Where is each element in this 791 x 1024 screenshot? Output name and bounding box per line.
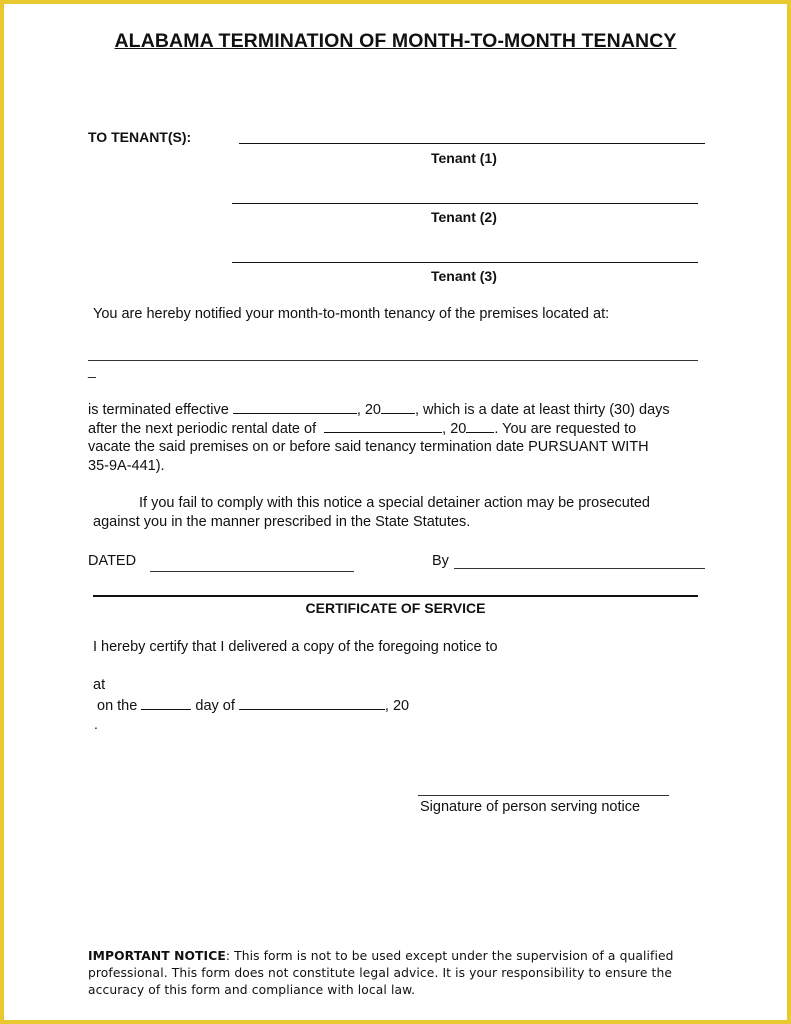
rental-year-blank[interactable] xyxy=(466,420,494,433)
effective-date-blank[interactable] xyxy=(233,401,357,414)
by-label: By xyxy=(432,553,449,569)
termination-line-3: vacate the said premises on or before said tenancy termination date PURSUANT WITH xyxy=(88,439,649,455)
service-date-row: on the day of , 20 xyxy=(97,698,410,714)
important-notice-label: IMPORTANT NOTICE xyxy=(88,949,226,963)
certify-text: I hereby certify that I delivered a copy of the foregoing notice to xyxy=(93,639,498,655)
notified-text: You are hereby notified your month-to-month tenancy of the premises located at: xyxy=(93,306,610,322)
termination-line-1: is terminated effective , 20 , which is a date at least thirty (30) days xyxy=(88,402,670,418)
certificate-heading: CERTIFICATE OF SERVICE xyxy=(305,600,486,616)
termination-line-2: after the next periodic rental date of , 20 . You are requested to xyxy=(88,420,637,437)
termination-paragraph xyxy=(88,401,708,475)
to-tenants-label: TO TENANT(S): xyxy=(88,129,192,145)
effective-year-blank[interactable] xyxy=(381,401,415,414)
fail-line-2: against you in the manner prescribed in the State Statutes. xyxy=(93,514,471,530)
tenant3-caption: Tenant (3) xyxy=(431,268,497,284)
service-month-blank[interactable] xyxy=(239,697,385,710)
dated-label: DATED xyxy=(88,553,137,569)
at-label: at xyxy=(93,677,106,693)
termination-line-4: 35-9A-441). xyxy=(88,457,165,474)
stray-dot: . xyxy=(94,716,98,732)
tenant3-line[interactable] xyxy=(232,262,698,263)
by-signature-line[interactable] xyxy=(454,568,705,569)
service-day-blank[interactable] xyxy=(141,697,191,710)
signature-caption: Signature of person serving notice xyxy=(420,799,641,815)
server-signature-line[interactable] xyxy=(418,795,669,796)
important-notice-text: : This form is not to be used except under the supervision of a qualified professional. This form does not constitute legal advice. It is your responsibility to ensure the accuracy of this form and compliance with local law. xyxy=(88,949,674,997)
tenant1-caption: Tenant (1) xyxy=(431,150,497,166)
dated-line[interactable] xyxy=(150,571,354,572)
fail-line-1: If you fail to comply with this notice a special detainer action may be prosecuted xyxy=(139,495,650,511)
tenant2-caption: Tenant (2) xyxy=(431,209,497,225)
stray-mark: _ xyxy=(88,362,96,378)
tenant1-line[interactable] xyxy=(239,143,705,144)
premises-address-line[interactable] xyxy=(88,360,698,361)
rental-date-blank[interactable] xyxy=(324,420,442,433)
tenant2-line[interactable] xyxy=(232,203,698,204)
important-notice xyxy=(88,948,728,999)
document-title: ALABAMA TERMINATION OF MONTH-TO-MONTH TENANCY xyxy=(114,30,677,52)
section-divider xyxy=(93,595,698,597)
